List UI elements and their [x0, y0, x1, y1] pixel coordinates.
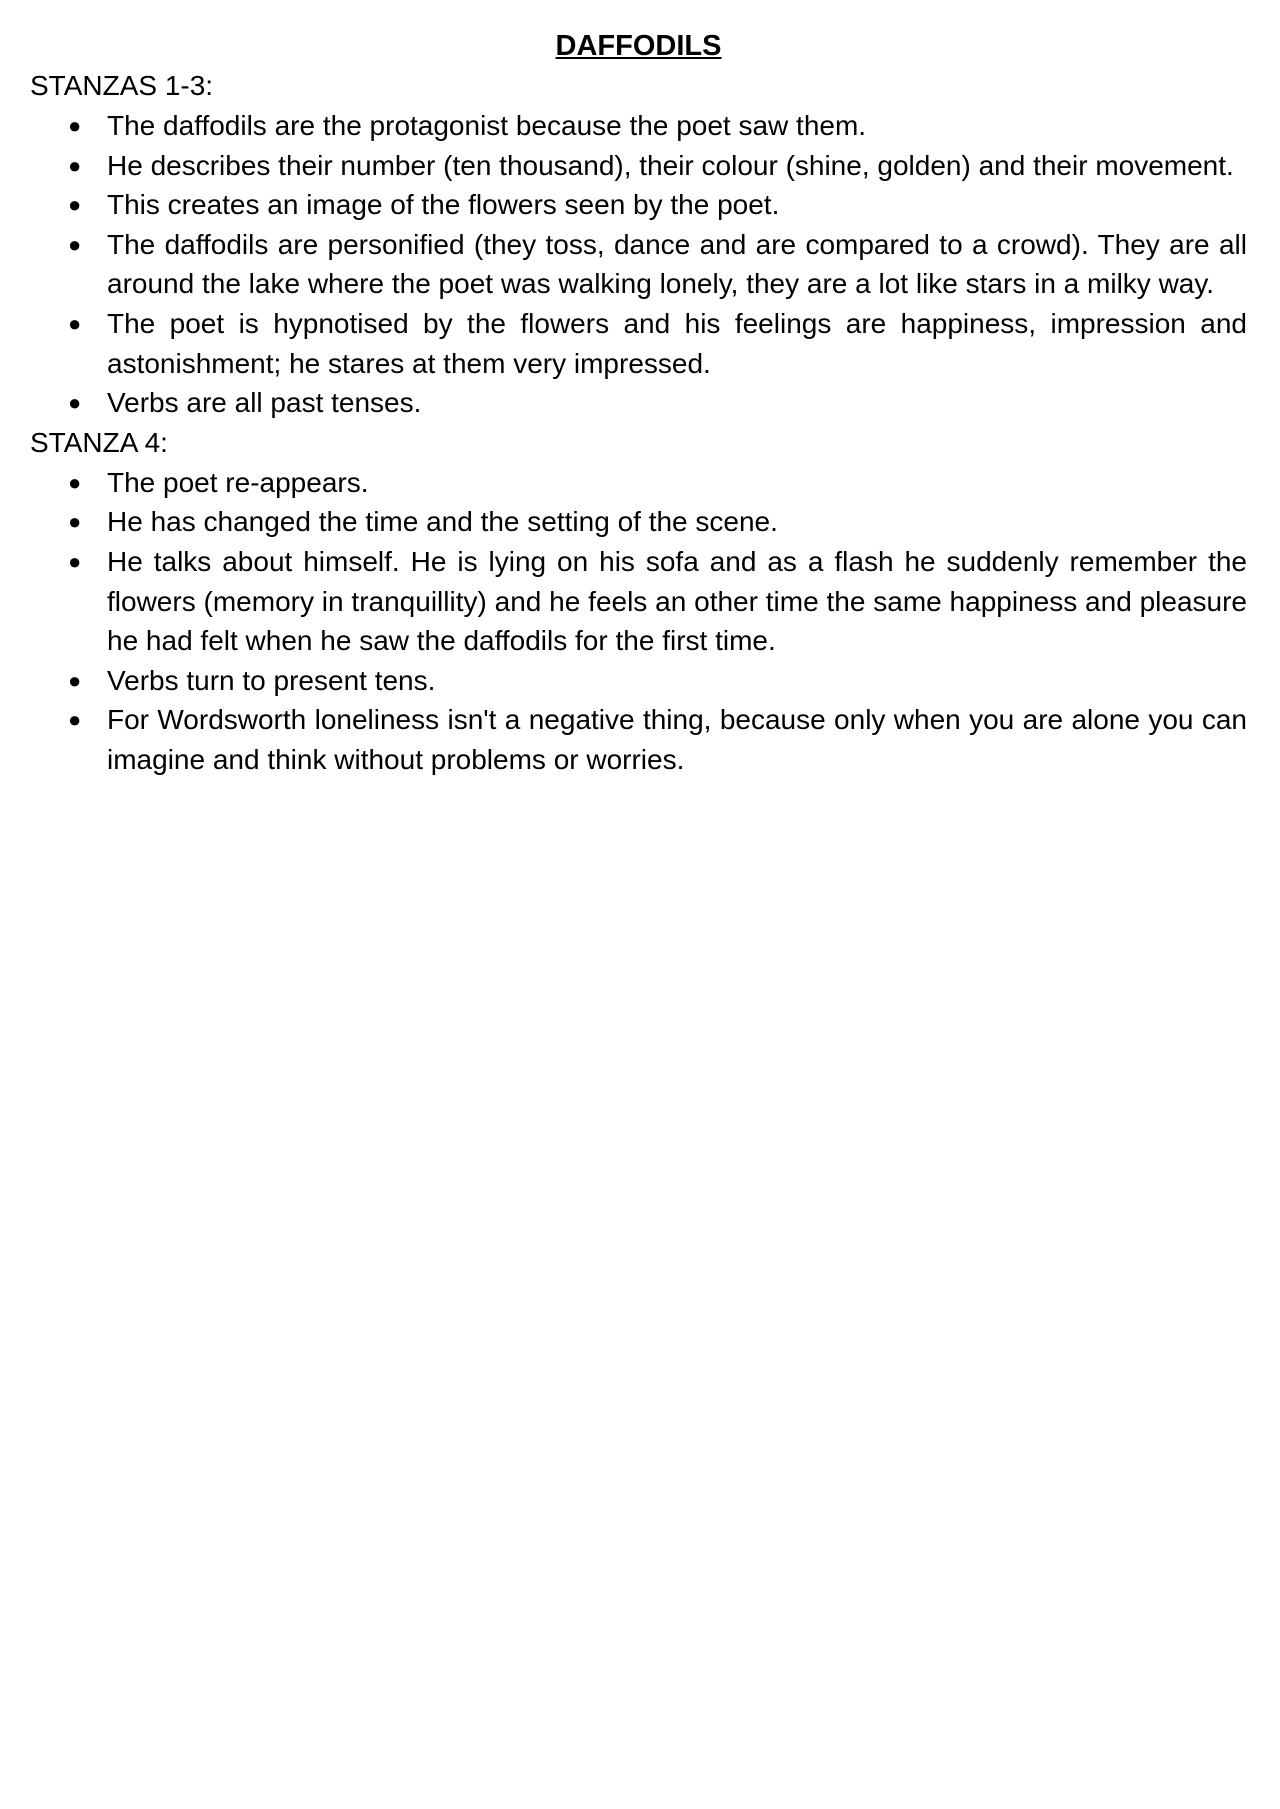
bullet-list [30, 106, 1247, 423]
list-item-text: For Wordsworth loneliness isn't a negative thing, because only when you are alone you can imagine and think without problems or worries. [107, 704, 1247, 775]
list-item [30, 661, 1247, 701]
bullet-icon: ● [68, 231, 82, 257]
section-stanzas-1-3 [30, 66, 1247, 423]
bullet-icon: ● [68, 548, 82, 574]
bullet-icon: ● [68, 469, 82, 495]
list-item [30, 185, 1247, 225]
document-title: DAFFODILS [555, 30, 722, 62]
section-heading: STANZAS 1-3: [30, 70, 214, 101]
section-heading: STANZA 4: [30, 426, 168, 458]
list-item [30, 383, 1247, 423]
list-item-text: This creates an image of the flowers seen by the poet. [107, 189, 780, 221]
bullet-icon: ● [68, 310, 82, 336]
bullet-icon: ● [68, 152, 82, 178]
bullet-icon: ● [68, 390, 82, 416]
section-stanza-4 [30, 423, 1247, 780]
list-item [30, 106, 1247, 146]
list-item-text: The daffodils are the protagonist because the poet saw them. [107, 110, 867, 141]
list-item-text: The poet is hypnotised by the flowers and his feelings are happiness, impression and astonishment; he stares at them very impressed. [107, 307, 1247, 379]
bullet-icon: ● [68, 192, 82, 218]
list-item-text: He has changed the time and the setting of the scene. [107, 506, 778, 538]
list-item [30, 225, 1247, 304]
list-item [30, 304, 1247, 383]
list-item-text: Verbs turn to present tens. [107, 664, 436, 696]
bullet-icon: ● [68, 667, 82, 693]
list-item [30, 542, 1247, 661]
list-item-text: The poet re-appears. [107, 466, 369, 498]
bullet-icon: ● [68, 113, 82, 138]
bullet-list [30, 463, 1247, 780]
list-item-text: The daffodils are personified (they toss, dance and are compared to a crowd). They are all around the lake where the poet was walking lonely, they are a lot like stars in a milky way. [107, 228, 1247, 300]
bullet-icon: ● [68, 707, 82, 733]
document-page [30, 26, 1247, 780]
list-item [30, 146, 1247, 186]
list-item-text: Verbs are all past tenses. [107, 387, 422, 419]
list-item [30, 502, 1247, 542]
bullet-icon: ● [68, 509, 82, 535]
list-item [30, 463, 1247, 503]
list-item-text: He describes their number (ten thousand), their colour (shine, golden) and their movement. [107, 149, 1234, 181]
list-item-text: He talks about himself. He is lying on his sofa and as a flash he suddenly remember the flowers (memory in tranquillity) and he feels an other time the same happiness and pleasure he had felt when he saw the daffodils for the first time. [107, 545, 1247, 657]
list-item [30, 700, 1247, 779]
